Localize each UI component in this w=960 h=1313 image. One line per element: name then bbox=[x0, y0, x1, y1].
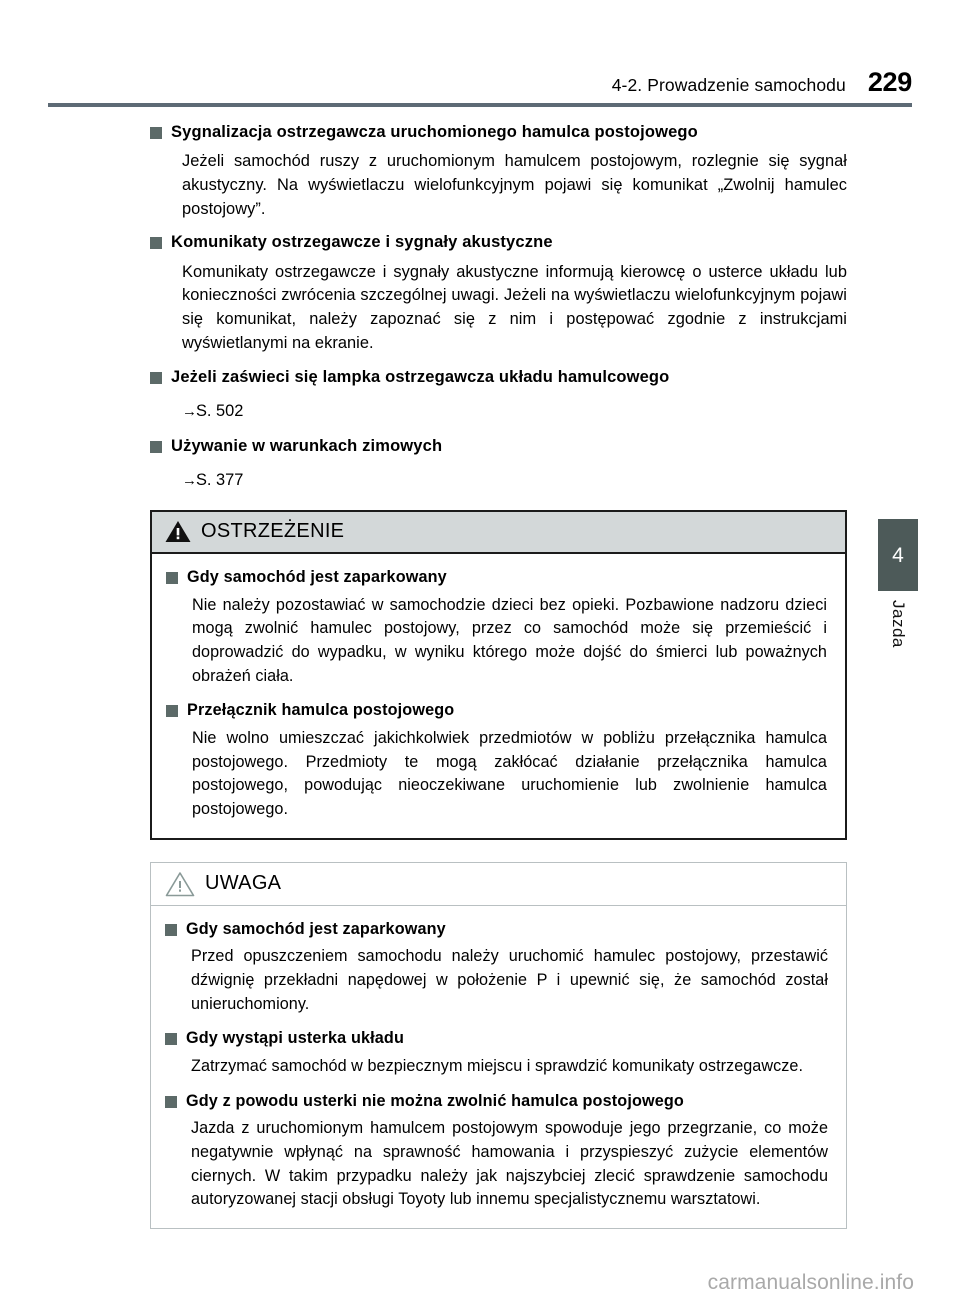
section-heading-label: Jeżeli zaświeci się lampka ostrzegawcza układu hamulcowego bbox=[171, 367, 670, 386]
warning-box bbox=[150, 510, 847, 840]
warning-item-heading-switch bbox=[166, 700, 827, 721]
section-heading-winter-use bbox=[150, 436, 847, 457]
bullet-square-icon bbox=[165, 924, 177, 936]
caution-item-heading-parked bbox=[165, 919, 828, 940]
page-reference-winter-use[interactable] bbox=[182, 469, 847, 492]
footer-watermark: carmanualsonline.info bbox=[707, 1271, 914, 1294]
arrow-right-icon: → bbox=[182, 402, 196, 420]
caution-item-heading-cannot-release bbox=[165, 1091, 828, 1112]
caution-item-paragraph-system-fault: Zatrzymać samochód w bezpiecznym miejscu i sprawdzić komunikaty ostrzegawcze. bbox=[191, 1057, 803, 1075]
chapter-number: 4 bbox=[892, 543, 904, 567]
section-paragraph-messages: Komunikaty ostrzegawcze i sygnały akustyczne informują kierowcę o usterce układu lub konieczności zwrócenia szczególnej uwagi. Jeżeli na wyświetlaczu wielofunkcyjnym pojawi się komunikat, należy zapoznać się z nim i postępować zgodnie z instrukcjami wyświetlanymi na ekranie. bbox=[182, 262, 847, 352]
warning-box-body bbox=[152, 554, 845, 838]
section-heading-signal-warning bbox=[150, 122, 847, 143]
warning-item-paragraph-switch: Nie wolno umieszczać jakichkolwiek przedmiotów w pobliżu przełącznika hamulca postojowego. Przedmioty te mogą zakłócać działanie przełącznika hamulca postojowego, powodując nieoczekiwane uruchomienie lub zwolnienie hamulca postojowego. bbox=[192, 728, 827, 818]
caution-item-paragraph-cannot-release: Jazda z uruchomionym hamulcem postojowym spowoduje jego przegrzanie, co może negatywnie wpłynąć na sprawność hamowania i przyspieszyć zużycie elementów ciernych. W takim przypadku należy jak najszybciej zlecić sprawdzenie samochodu autoryzowanej stacji obsługi Toyoty lub innemu specjalistycznemu warsztatowi. bbox=[191, 1119, 828, 1209]
bullet-square-icon bbox=[150, 372, 162, 384]
header-divider-rule bbox=[48, 103, 912, 107]
caution-box-title: UWAGA bbox=[205, 872, 282, 895]
chapter-tab-number-block bbox=[878, 519, 918, 591]
bullet-square-icon bbox=[165, 1096, 177, 1108]
caution-item-heading-label: Gdy samochód jest zaparkowany bbox=[186, 919, 446, 938]
caution-box-body bbox=[151, 906, 846, 1228]
section-heading-messages bbox=[150, 232, 847, 253]
section-heading-brake-lamp bbox=[150, 367, 847, 388]
warning-item-heading-parked bbox=[166, 567, 827, 588]
warning-triangle-filled-icon bbox=[165, 520, 191, 543]
caution-item-heading-system-fault bbox=[165, 1028, 828, 1049]
arrow-right-icon: → bbox=[182, 471, 196, 489]
caution-item-heading-label: Gdy wystąpi usterka układu bbox=[186, 1029, 405, 1048]
main-content bbox=[150, 122, 847, 1229]
warning-item-heading-label: Gdy samochód jest zaparkowany bbox=[187, 567, 447, 586]
header-section-title: 4-2. Prowadzenie samochodu bbox=[611, 74, 846, 95]
page-header bbox=[48, 56, 912, 96]
warning-item-paragraph-parked: Nie należy pozostawiać w samochodzie dzieci bez opieki. Pozbawione nadzoru dzieci mogą zwolnić hamulec postojowy, przez co samochód może się przemieścić i doprowadzić do wypadku, w wyniku którego może dojść do śmierci lub poważnych obrażeń ciała. bbox=[192, 595, 827, 685]
section-heading-label: Komunikaty ostrzegawcze i sygnały akustyczne bbox=[171, 233, 553, 252]
chapter-label: Jazda bbox=[889, 600, 908, 648]
warning-box-title: OSTRZEŻENIE bbox=[201, 520, 345, 543]
warning-box-header bbox=[152, 512, 845, 554]
bullet-square-icon bbox=[165, 1033, 177, 1045]
caution-triangle-outline-icon bbox=[165, 871, 195, 897]
section-heading-label: Używanie w warunkach zimowych bbox=[171, 436, 443, 455]
bullet-square-icon bbox=[150, 127, 162, 139]
warning-item-heading-label: Przełącznik hamulca postojowego bbox=[187, 701, 455, 720]
caution-box bbox=[150, 862, 847, 1229]
bullet-square-icon bbox=[166, 572, 178, 584]
page-reference-label: S. 502 bbox=[196, 401, 244, 420]
page-reference-brake-lamp[interactable] bbox=[182, 400, 847, 423]
bullet-square-icon bbox=[150, 237, 162, 249]
section-heading-label: Sygnalizacja ostrzegawcza uruchomionego hamulca postojowego bbox=[171, 123, 698, 141]
section-paragraph-signal-warning: Jeżeli samochód ruszy z uruchomionym hamulcem postojowym, rozlegnie się sygnał akustyczny. Na wyświetlaczu wielofunkcyjnym pojawi się komunikat „Zwolnij hamulec postojowy”. bbox=[182, 152, 847, 218]
caution-box-header bbox=[151, 863, 846, 906]
caution-item-heading-label: Gdy z powodu usterki nie można zwolnić hamulca postojowego bbox=[186, 1091, 684, 1110]
caution-item-paragraph-parked: Przed opuszczeniem samochodu należy uruchomić hamulec postojowy, przestawić dźwignię przekładni napędowej w położenie P i upewnić się, że samochód został unieruchomiony. bbox=[191, 947, 828, 1013]
page-number: 229 bbox=[867, 67, 912, 97]
bullet-square-icon bbox=[166, 705, 178, 717]
page-reference-label: S. 377 bbox=[196, 470, 244, 489]
bullet-square-icon bbox=[150, 441, 162, 453]
chapter-tab-label-block bbox=[878, 600, 918, 710]
